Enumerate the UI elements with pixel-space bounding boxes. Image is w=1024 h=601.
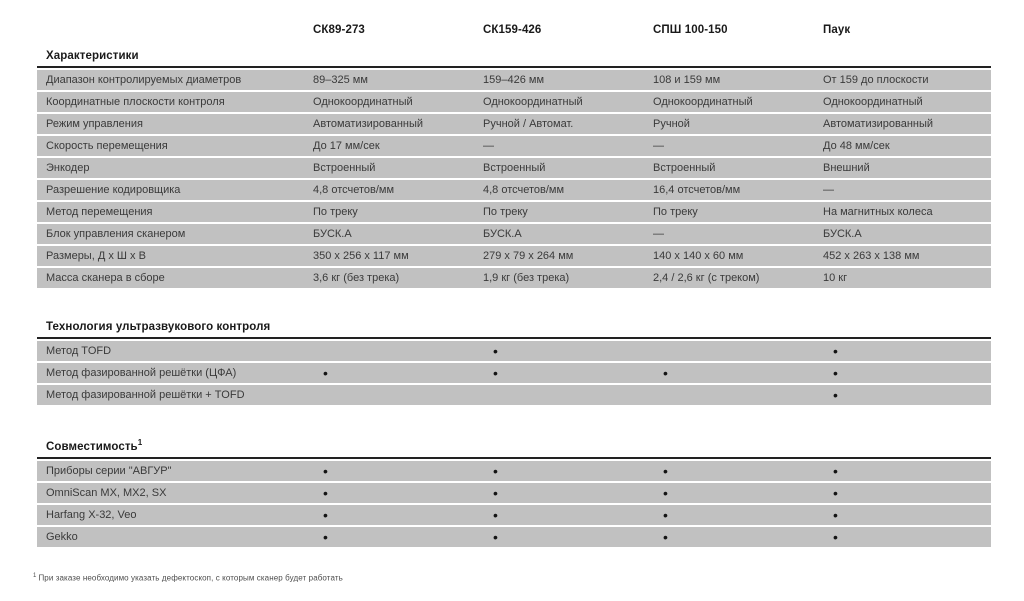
row-label: Приборы серии "АВГУР" <box>46 464 172 477</box>
feature-dot: • <box>833 365 838 381</box>
feature-dot: • <box>323 462 328 479</box>
value-cell: Ручной <box>653 118 690 130</box>
table-header-row <box>37 23 991 36</box>
table-row <box>37 202 991 222</box>
table-row <box>37 505 991 525</box>
feature-dot: • <box>833 462 838 479</box>
feature-dot: • <box>493 528 498 545</box>
value-cell: 3,6 кг (без трека) <box>313 272 400 284</box>
value-cell: БУСК.А <box>483 228 522 240</box>
feature-dot: • <box>663 365 668 381</box>
section-title <box>37 438 991 459</box>
value-cell: 1,9 кг (без трека) <box>483 272 570 284</box>
value-cell: — <box>823 184 834 196</box>
row-label: Метод TOFD <box>46 345 112 357</box>
footnote-text: При заказе необходимо указать дефектоскоп, с которым сканер будет работать <box>38 573 343 583</box>
table-row <box>37 180 991 200</box>
value-cell: Автоматизированный <box>313 118 424 130</box>
column-header: СПШ 100-150 <box>653 24 728 36</box>
table-row <box>37 483 991 503</box>
value-cell: 89–325 мм <box>313 74 368 86</box>
column-header: Паук <box>823 24 851 36</box>
feature-dot: • <box>323 484 328 501</box>
column-header: СК159-426 <box>483 24 542 36</box>
row-label: Блок управления сканером <box>46 228 186 240</box>
feature-dot: • <box>833 484 838 501</box>
table-row <box>37 341 991 361</box>
value-cell: До 48 мм/сек <box>823 140 890 152</box>
section-title-text: Совместимость <box>46 440 138 453</box>
feature-dot: • <box>663 506 668 523</box>
value-cell: 10 кг <box>823 272 848 284</box>
comparison-table <box>37 0 991 547</box>
section-title-text: Характеристики <box>46 50 139 62</box>
row-label: Координатные плоскости контроля <box>46 96 225 108</box>
section-title <box>37 321 991 339</box>
table-row <box>37 136 991 156</box>
feature-dot: • <box>323 528 328 545</box>
row-label: Скорость перемещения <box>46 140 168 152</box>
feature-dot: • <box>493 365 498 381</box>
row-label: Gekko <box>46 530 78 543</box>
row-label: Метод фазированной решётки (ЦФА) <box>46 367 237 379</box>
table-section <box>37 50 991 288</box>
value-cell: БУСК.А <box>823 228 862 240</box>
value-cell: Однокоординатный <box>653 96 753 108</box>
value-cell: От 159 до плоскости <box>823 74 929 86</box>
value-cell: Автоматизированный <box>823 118 934 130</box>
table-sections <box>37 50 991 547</box>
value-cell: 108 и 159 мм <box>653 74 721 86</box>
table-row <box>37 92 991 112</box>
feature-dot: • <box>663 462 668 479</box>
value-cell: 2,4 / 2,6 кг (с треком) <box>653 272 760 284</box>
feature-dot: • <box>833 528 838 545</box>
value-cell: Встроенный <box>483 162 546 174</box>
feature-dot: • <box>493 462 498 479</box>
section-title-text: Технология ультразвукового контроля <box>46 321 271 333</box>
value-cell: По треку <box>313 206 358 218</box>
row-label: Режим управления <box>46 118 143 130</box>
table-row <box>37 385 991 405</box>
footnote-superscript: 1 <box>33 573 37 579</box>
feature-dot: • <box>833 343 838 359</box>
value-cell: 452 x 263 x 138 мм <box>823 250 920 262</box>
value-cell: 279 x 79 x 264 мм <box>483 250 574 262</box>
table-row <box>37 268 991 288</box>
table-section <box>37 438 991 547</box>
value-cell: 350 x 256 x 117 мм <box>313 250 409 262</box>
value-cell: По треку <box>653 206 698 218</box>
row-label: Harfang X-32, Veo <box>46 508 137 521</box>
table-section <box>37 321 991 405</box>
row-label: Разрешение кодировщика <box>46 184 181 196</box>
value-cell: Встроенный <box>313 162 376 174</box>
value-cell: — <box>483 140 494 152</box>
value-cell: — <box>653 140 664 152</box>
row-label: Метод перемещения <box>46 206 153 218</box>
value-cell: БУСК.А <box>313 228 352 240</box>
footnote <box>33 573 343 583</box>
table-row <box>37 224 991 244</box>
section-title <box>37 50 991 68</box>
value-cell: Однокоординатный <box>313 96 413 108</box>
section-title-superscript: 1 <box>137 438 143 447</box>
feature-dot: • <box>663 528 668 545</box>
value-cell: 140 x 140 x 60 мм <box>653 250 744 262</box>
feature-dot: • <box>493 484 498 501</box>
value-cell: 4,8 отсчетов/мм <box>483 184 565 196</box>
row-label: Масса сканера в сборе <box>46 272 165 284</box>
value-cell: Встроенный <box>653 162 716 174</box>
feature-dot: • <box>323 365 328 381</box>
feature-dot: • <box>833 387 838 403</box>
value-cell: Однокоординатный <box>823 96 923 108</box>
table-row <box>37 246 991 266</box>
table-row <box>37 363 991 383</box>
row-label: Метод фазированной решётки + TOFD <box>46 389 245 401</box>
value-cell: По треку <box>483 206 528 218</box>
feature-dot: • <box>493 506 498 523</box>
value-cell: 16,4 отсчетов/мм <box>653 184 741 196</box>
value-cell: Ручной / Автомат. <box>483 118 574 130</box>
value-cell: Однокоординатный <box>483 96 583 108</box>
feature-dot: • <box>493 343 498 359</box>
row-label: Диапазон контролируемых диаметров <box>46 74 242 86</box>
value-cell: Внешний <box>823 162 870 174</box>
value-cell: — <box>653 228 664 240</box>
table-row <box>37 114 991 134</box>
value-cell: 4,8 отсчетов/мм <box>313 184 395 196</box>
feature-dot: • <box>833 506 838 523</box>
row-label: OmniScan MX, MX2, SX <box>46 486 167 499</box>
table-row <box>37 527 991 547</box>
table-row <box>37 70 991 90</box>
table-row <box>37 158 991 178</box>
row-label: Размеры, Д х Ш х В <box>46 250 146 262</box>
feature-dot: • <box>323 506 328 523</box>
row-label: Энкодер <box>46 162 90 174</box>
value-cell: До 17 мм/сек <box>313 140 380 152</box>
value-cell: 159–426 мм <box>483 74 545 86</box>
feature-dot: • <box>663 484 668 501</box>
table-row <box>37 461 991 481</box>
value-cell: На магнитных колеса <box>823 206 933 218</box>
column-header: СК89-273 <box>313 24 365 36</box>
